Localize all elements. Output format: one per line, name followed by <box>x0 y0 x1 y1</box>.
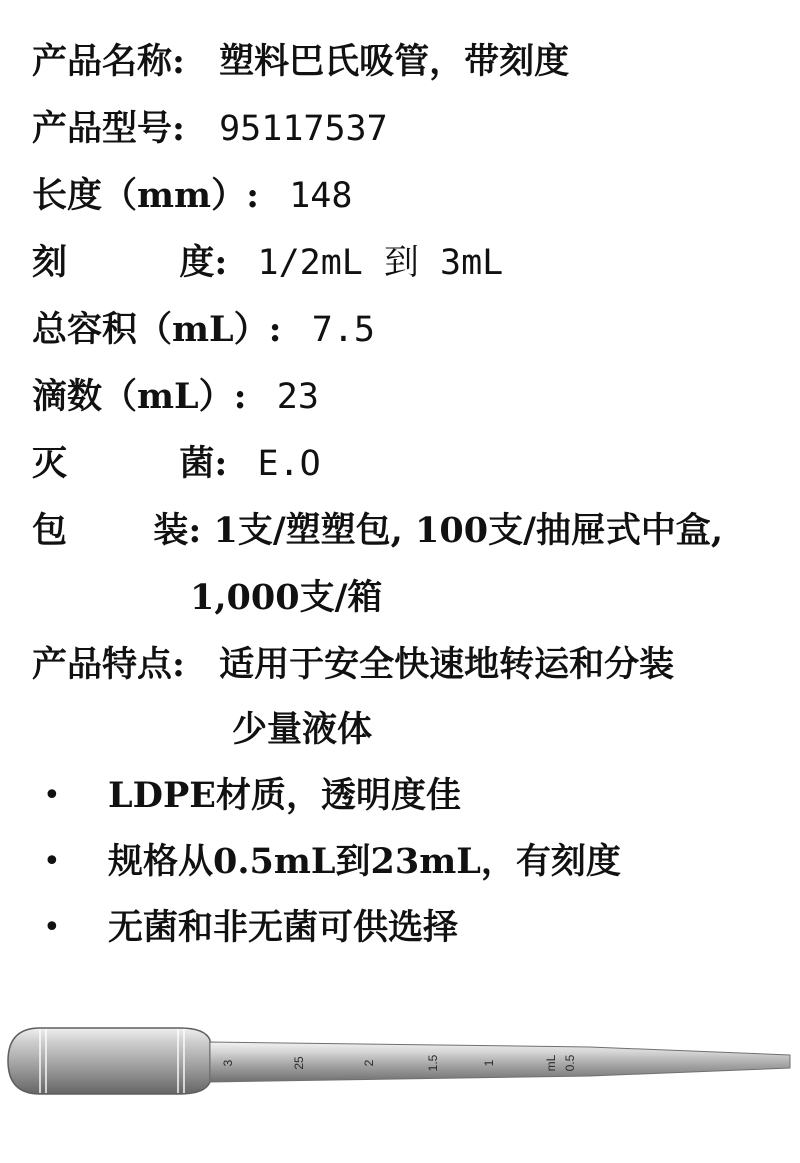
bullet-text: LDPE材质，透明度佳 <box>108 775 461 816</box>
package-label-left: 包 <box>32 510 68 551</box>
product-model-value: 95117537 <box>219 109 388 149</box>
sterile-value: E.O <box>257 444 321 484</box>
product-model-row <box>32 105 388 153</box>
product-name-value: 塑料巴氏吸管，带刻度 <box>219 41 570 82</box>
pipette-tick-label: 1.5 <box>426 1054 440 1072</box>
total-volume-label: 总容积（mL）: <box>32 309 282 350</box>
package-label-right: 装: <box>153 510 202 551</box>
drops-value: 23 <box>276 377 319 417</box>
features-row <box>32 641 674 689</box>
pipette-illustration <box>0 1020 800 1110</box>
scale-row <box>32 239 503 287</box>
pipette-svg <box>0 1020 800 1110</box>
drops-label: 滴数（mL）: <box>32 376 247 417</box>
bullet-marker: • <box>43 910 61 945</box>
package-value-line2: 1,000支/箱 <box>190 577 383 618</box>
features-label: 产品特点: <box>32 644 185 685</box>
bullet-marker: • <box>43 778 61 813</box>
sterile-label-right: 菌: <box>179 443 228 484</box>
pipette-tick-label: 3 <box>221 1059 235 1067</box>
drops-row <box>32 373 319 421</box>
length-label: 长度（mm）: <box>32 175 259 216</box>
bullet-text: 规格从0.5mL到23mL，有刻度 <box>108 841 621 882</box>
package-row-continuation <box>190 574 382 622</box>
features-value-line1: 适用于安全快速地转运和分装 <box>219 644 675 685</box>
product-model-label: 产品型号: <box>32 108 185 149</box>
product-name-label: 产品名称: <box>32 41 185 82</box>
bullet-marker: • <box>43 844 61 879</box>
pipette-tick-label: 2 <box>362 1059 376 1067</box>
length-value: 148 <box>289 176 353 216</box>
scale-label-right: 度: <box>179 242 228 283</box>
sterile-label-left: 灭 <box>32 443 68 484</box>
length-row <box>32 172 352 220</box>
pipette-bulb <box>8 1028 210 1094</box>
features-row-continuation <box>232 706 372 754</box>
total-volume-row <box>32 306 375 354</box>
package-row <box>32 507 723 555</box>
product-name-row <box>32 38 569 86</box>
scale-label-left: 刻 <box>32 242 68 283</box>
pipette-tick-label: 0.5 <box>563 1054 577 1072</box>
total-volume-value: 7.5 <box>311 310 375 350</box>
sterile-row <box>32 440 321 488</box>
pipette-tick-label: 25 <box>292 1056 306 1070</box>
pipette-tick-label: mL <box>544 1054 558 1072</box>
package-value-line1: 1支/塑塑包, 100支/抽屉式中盒, <box>213 510 724 551</box>
pipette-tick-label: 1 <box>482 1059 496 1067</box>
features-value-line2: 少量液体 <box>232 709 373 750</box>
scale-value: 1/2mL 到 3mL <box>257 243 504 283</box>
bullet-text: 无菌和非无菌可供选择 <box>108 907 459 948</box>
